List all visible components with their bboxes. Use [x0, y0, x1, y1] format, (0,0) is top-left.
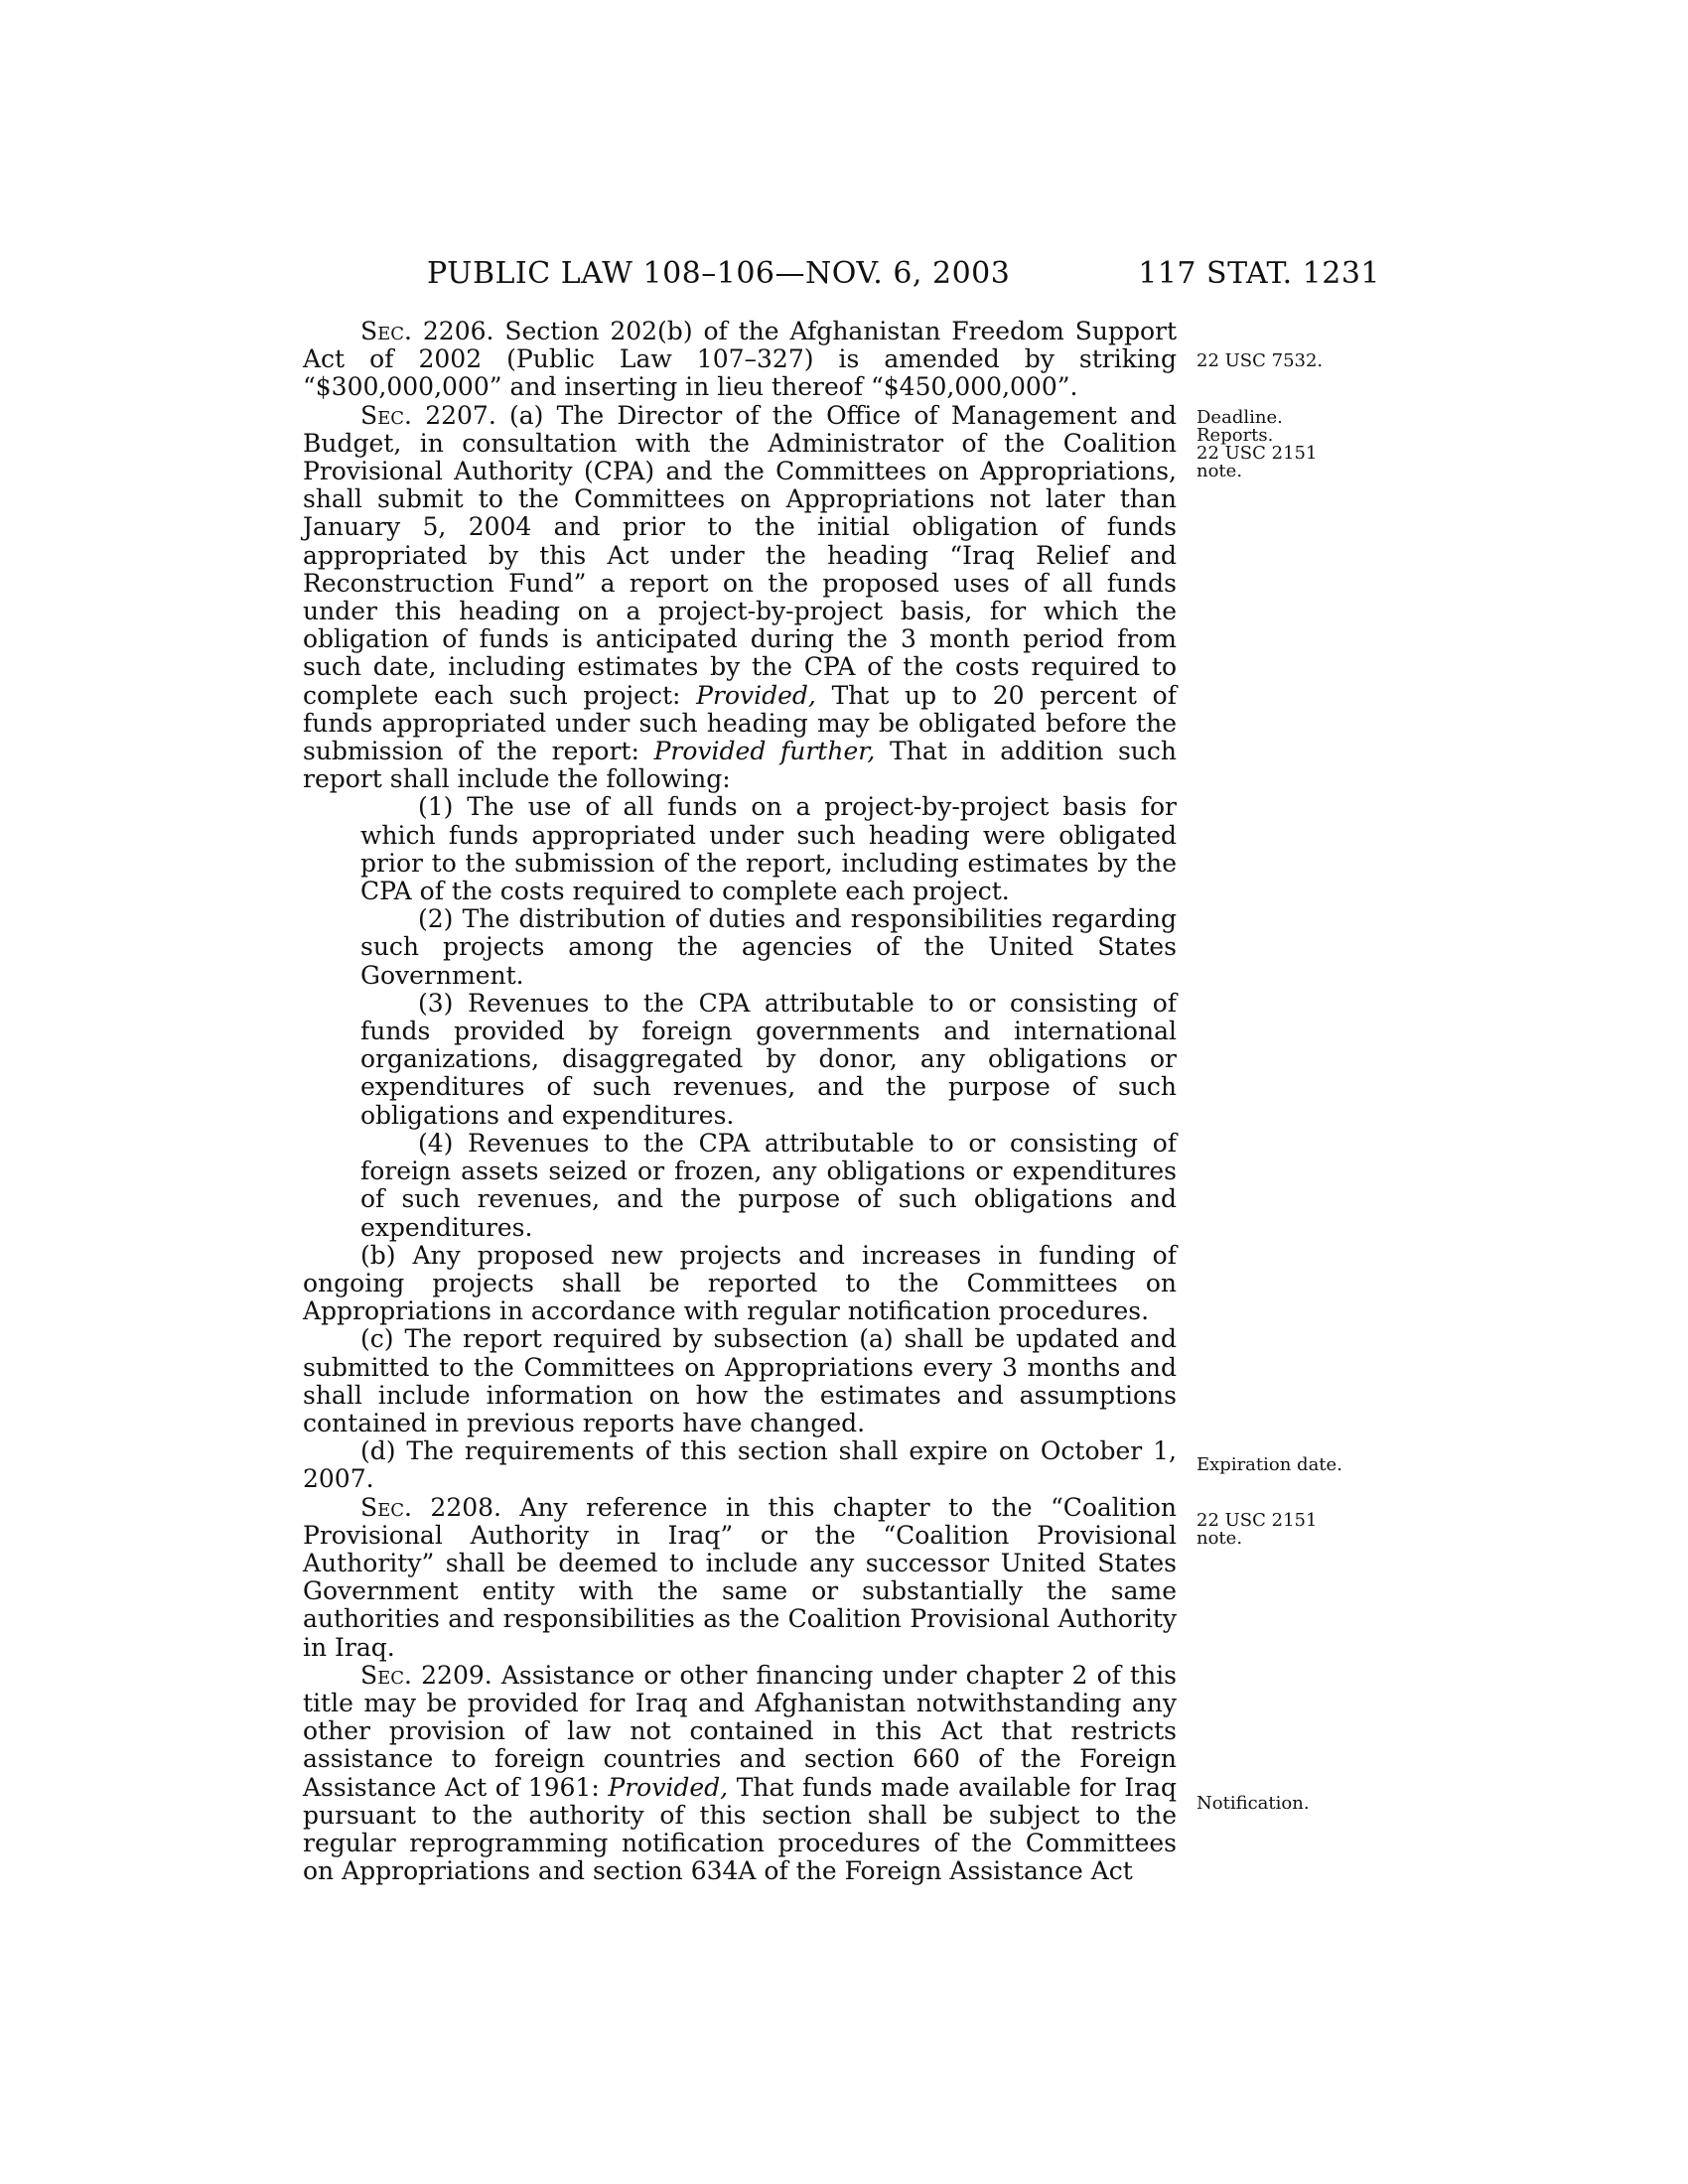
margin-note-line: Deadline. — [1196, 407, 1283, 428]
section-2209 — [303, 1662, 1177, 1886]
section-text: Any reference in this chapter to the “Coalition Provisional Authority in Iraq” or the “Coalition Provisional Authority” shall be deemed to include any successor United States Government entity with the same or substantially the same authorities and responsibilities as the Coalition Provisional Authority in Iraq. — [303, 1492, 1177, 1662]
section-2206 — [303, 318, 1177, 402]
proviso-label: Provided, — [696, 680, 816, 710]
margin-note-usc-7532 — [1196, 352, 1385, 370]
subsection-c: (c) The report required by subsection (a) shall be updated and submitted to the Committees on Appropriations every 3 months and shall include information on how the estimates and assumptions contained in previous reports have changed. — [303, 1324, 1177, 1437]
margin-note-line: Reports. — [1196, 425, 1274, 446]
section-label: Sec. — [360, 1660, 412, 1690]
list-item: (2) The distribution of duties and responsibilities regarding such projects among the agencies of the United States Government. — [360, 904, 1177, 990]
margin-note-line: note. — [1196, 1528, 1243, 1549]
subsection-b: (b) Any proposed new projects and increases in funding of ongoing projects shall be reported to the Committees on Appropriations in accordance with regular notification procedures. — [303, 1240, 1177, 1326]
margin-note-line: 22 USC 2151 — [1196, 1510, 1318, 1531]
running-header — [303, 250, 1380, 298]
margin-note-expiration — [1196, 1456, 1385, 1474]
section-label: Sec. — [360, 1492, 412, 1522]
margin-note-usc-2151 — [1196, 1512, 1385, 1548]
proviso-label: Provided, — [608, 1772, 729, 1802]
section-number: 2207. — [412, 400, 509, 430]
section-label: Sec. — [360, 317, 412, 345]
section-number: 2208. — [412, 1492, 520, 1522]
document-body — [303, 318, 1177, 1885]
section-text: That up to 20 percent of funds appropriated under such heading may be obligated before the submission of the report: — [303, 680, 1177, 766]
list-item: (3) Revenues to the CPA attributable to or consisting of funds provided by foreign governments and international organizations, disaggregated by donor, any obligations or expenditures of such revenues, and the purpose of such obligations and expenditures. — [360, 988, 1177, 1130]
list-item: (4) Revenues to the CPA attributable to or consisting of foreign assets seized or frozen, any obligations or expenditures of such revenues, and the purpose of such obligations and expenditures. — [360, 1128, 1177, 1242]
header-page-number: 117 STAT. 1231 — [1138, 256, 1380, 291]
margin-note-line: Notification. — [1196, 1793, 1310, 1814]
section-2207 — [303, 402, 1177, 794]
section-text: (a) The Director of the Office of Management and Budget, in consultation with the Administrator of the Coalition Provisional Authority (CPA) and the Committees on Appropriations, shall submit to the Committees on Appropriations not later than January 5, 2004 and prior to the initial obligation of funds appropriated by this Act under the heading “Iraq Relief and Reconstruction Fund” a report on the proposed uses of all funds under this heading on a project-by-project basis, for which the obligation of funds is anticipated during the 3 month period from such date, including estimates by the CPA of the costs required to complete each such project: — [303, 400, 1177, 710]
section-label: Sec. — [360, 400, 412, 430]
section-text: Section 202(b) of the Afghanistan Freedom Support Act of 2002 (Public Law 107–327) is amended by striking “$300,000,000” and inserting in lieu thereof “$450,000,000”. — [303, 317, 1178, 402]
subsection-d: (d) The requirements of this section shall expire on October 1, 2007. — [303, 1436, 1177, 1494]
margin-note-line: 22 USC 7532. — [1196, 350, 1324, 371]
margin-note-deadline — [1196, 409, 1385, 480]
section-number: 2209. — [412, 1660, 501, 1690]
margin-note-line: 22 USC 2151 — [1196, 443, 1318, 464]
section-text: That in addition such report shall include the following: — [303, 737, 1178, 794]
section-2208 — [303, 1494, 1177, 1662]
margin-note-line: Expiration date. — [1196, 1454, 1342, 1475]
header-title: PUBLIC LAW 108–106—NOV. 6, 2003 — [427, 256, 1011, 291]
section-text: That funds made available for Iraq pursuant to the authority of this section shall be subject to the regular reprogramming notification procedures of the Committees on Appropriations and section 634A of the Foreign Assistance Act — [303, 1772, 1177, 1886]
proviso-label: Provided further, — [653, 737, 876, 766]
section-number: 2206. — [412, 317, 505, 345]
section-text: Assistance or other financing under chapter 2 of this title may be provided for Iraq and Afghanistan notwithstanding any other provision of law not contained in this Act that restricts assistance to foreign countries and section 660 of the Foreign Assistance Act of 1961: — [303, 1660, 1177, 1802]
margin-note-notification — [1196, 1795, 1385, 1813]
list-item: (1) The use of all funds on a project-by-project basis for which funds appropriated under such heading were obligated prior to the submission of the report, including estimates by the CPA of the costs required to complete each project. — [360, 792, 1177, 906]
margin-note-line: note. — [1196, 461, 1243, 481]
